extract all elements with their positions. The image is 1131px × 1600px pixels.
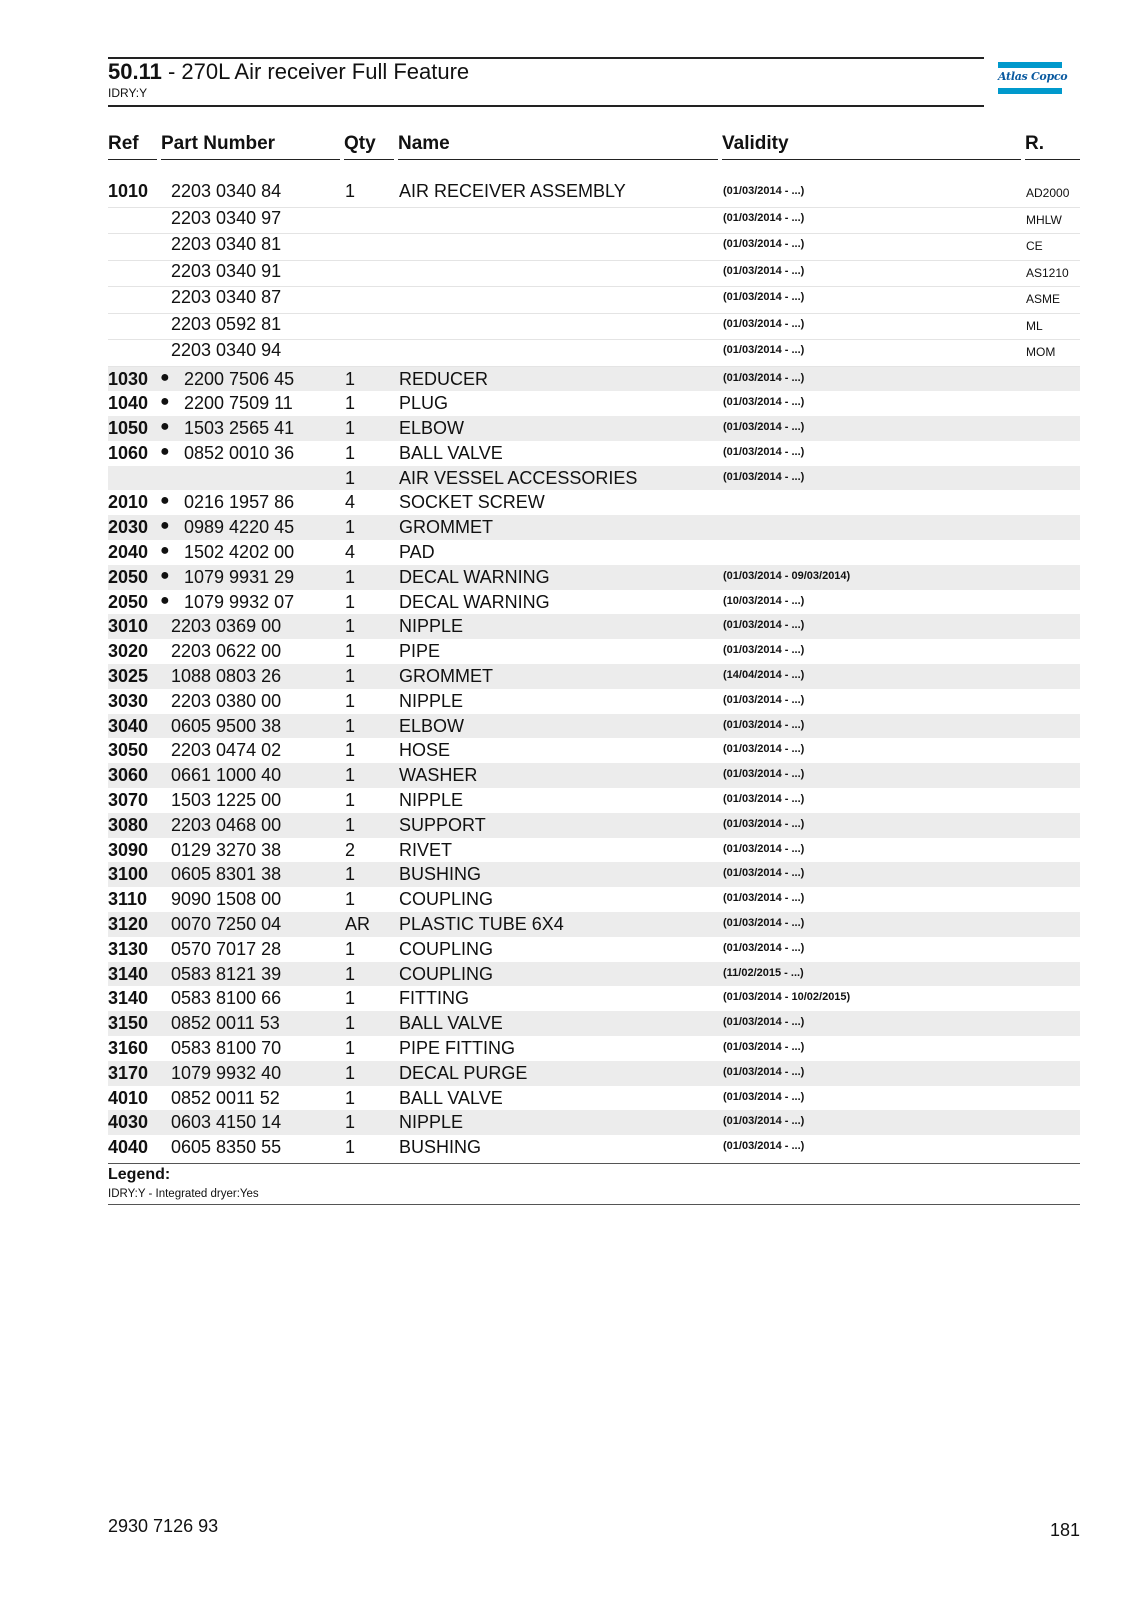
row-name: GROMMET	[399, 666, 493, 687]
row-validity: (01/03/2014 - ...)	[723, 1140, 805, 1153]
row-name: PIPE	[399, 641, 441, 662]
row-ref: 4010	[108, 1087, 149, 1108]
table-row	[108, 340, 1080, 367]
row-qty: 1	[345, 418, 356, 439]
row-qty: 1	[345, 181, 356, 201]
logo-band-bottom	[998, 88, 1062, 94]
row-ref: 3030	[108, 690, 149, 711]
row-ref: 3130	[108, 938, 149, 959]
table-row	[108, 639, 1080, 664]
table-row	[108, 391, 1080, 416]
row-name: SUPPORT	[399, 814, 486, 835]
table-row	[108, 515, 1080, 540]
row-name: GROMMET	[399, 517, 493, 538]
row-validity: (01/03/2014 - ...)	[723, 793, 805, 806]
row-qty: 1	[345, 1013, 356, 1034]
row-validity: (01/03/2014 - ...)	[723, 470, 805, 483]
table-row	[108, 962, 1080, 987]
row-r: ASME	[1026, 292, 1061, 306]
row-r: AS1210	[1026, 265, 1069, 280]
row-part-number: 0603 4150 14	[171, 1112, 282, 1133]
row-qty: 1	[345, 938, 356, 959]
row-name: BUSHING	[399, 1137, 482, 1158]
row-validity: (01/03/2014 - ...)	[723, 1115, 805, 1128]
row-name: ELBOW	[399, 715, 465, 736]
row-part-number: 0216 1957 86	[184, 492, 295, 513]
row-ref: 3020	[108, 641, 149, 662]
bullet-icon: ●	[160, 517, 170, 535]
row-validity: (01/03/2014 - 10/02/2015)	[723, 991, 851, 1004]
row-ref: 3150	[108, 1013, 149, 1034]
col-validity-header: Validity	[722, 133, 789, 154]
row-part-number: 0070 7250 04	[171, 914, 282, 935]
row-ref: 2030	[108, 517, 149, 538]
row-qty: 1	[345, 467, 356, 488]
row-ref: 4040	[108, 1137, 149, 1158]
bullet-icon: ●	[160, 542, 170, 560]
table-row	[108, 862, 1080, 887]
row-name: DECAL WARNING	[399, 566, 550, 587]
bullet-icon: ●	[160, 442, 170, 460]
row-part-number: 2203 0380 00	[171, 690, 282, 711]
row-qty: 1	[345, 1087, 356, 1108]
row-name: DECAL WARNING	[399, 591, 550, 612]
parts-table	[108, 181, 1080, 1160]
row-validity: (01/03/2014 - ...)	[723, 892, 805, 905]
row-qty: 1	[345, 393, 356, 414]
row-part-number: 0583 8121 39	[171, 963, 282, 984]
table-row	[108, 763, 1080, 788]
table-row	[108, 314, 1080, 341]
row-name: NIPPLE	[399, 690, 464, 711]
row-part-number: 0661 1000 40	[171, 765, 282, 786]
row-ref: 3010	[108, 616, 149, 637]
row-ref: 3140	[108, 963, 149, 984]
row-qty: 1	[345, 1137, 356, 1158]
row-validity: (11/02/2015 - ...)	[723, 966, 804, 979]
row-validity: (01/03/2014 - ...)	[723, 941, 805, 954]
row-name: WASHER	[399, 765, 478, 786]
row-name: FITTING	[399, 988, 469, 1009]
row-name: SOCKET SCREW	[399, 492, 545, 513]
row-part-number: 1502 4202 00	[184, 542, 295, 563]
row-validity: (01/03/2014 - ...)	[723, 291, 805, 303]
table-row	[108, 1086, 1080, 1111]
row-ref: 3040	[108, 715, 149, 736]
row-part-number: 2203 0340 87	[171, 287, 282, 307]
row-validity: (01/03/2014 - ...)	[723, 693, 805, 706]
row-qty: 1	[345, 442, 356, 463]
row-validity: (01/03/2014 - ...)	[723, 238, 805, 250]
row-part-number: 2203 0622 00	[171, 641, 282, 662]
row-part-number: 2203 0340 81	[171, 234, 282, 254]
row-ref: 3100	[108, 864, 149, 885]
row-validity: (01/03/2014 - ...)	[723, 445, 805, 458]
row-part-number: 0583 8100 70	[171, 1038, 282, 1059]
table-row	[108, 887, 1080, 912]
row-qty: 1	[345, 368, 356, 389]
row-ref: 2050	[108, 591, 149, 612]
row-qty: 1	[345, 790, 356, 811]
row-qty: 1	[345, 1062, 356, 1083]
row-validity: (01/03/2014 - ...)	[723, 644, 805, 657]
table-row	[108, 937, 1080, 962]
row-qty: 1	[345, 814, 356, 835]
row-validity: (01/03/2014 - 09/03/2014)	[723, 569, 851, 582]
table-row	[108, 565, 1080, 590]
table-row	[108, 788, 1080, 813]
table-row	[108, 466, 1080, 491]
table-row	[108, 1061, 1080, 1086]
row-name: RIVET	[399, 839, 453, 860]
row-name: ELBOW	[399, 418, 465, 439]
table-row	[108, 1110, 1080, 1135]
row-part-number: 0570 7017 28	[171, 938, 282, 959]
row-validity: (01/03/2014 - ...)	[723, 619, 805, 632]
row-qty: 1	[345, 1038, 356, 1059]
row-validity: (10/03/2014 - ...)	[723, 594, 805, 607]
bullet-icon: ●	[160, 566, 170, 584]
table-row	[108, 367, 1080, 392]
bullet-icon: ●	[160, 591, 170, 609]
document-number: 2930 7126 93	[108, 1516, 219, 1536]
bullet-icon: ●	[160, 393, 170, 411]
row-qty: 1	[345, 864, 356, 885]
table-row	[108, 590, 1080, 615]
table-row	[108, 664, 1080, 689]
table-row	[108, 1135, 1080, 1160]
table-row	[108, 287, 1080, 314]
row-name: PAD	[399, 542, 435, 563]
legend-text: IDRY:Y - Integrated dryer:Yes	[108, 1188, 259, 1200]
row-qty: 1	[345, 1112, 356, 1133]
table-row	[108, 813, 1080, 838]
row-validity: (01/03/2014 - ...)	[723, 1016, 805, 1029]
row-name: AIR VESSEL ACCESSORIES	[399, 467, 638, 488]
row-part-number: 0989 4220 45	[184, 517, 295, 538]
row-part-number: 9090 1508 00	[171, 889, 282, 910]
row-part-number: 1079 9932 07	[184, 591, 295, 612]
table-row	[108, 416, 1080, 441]
row-qty: 1	[345, 517, 356, 538]
row-name: COUPLING	[399, 938, 494, 959]
col-r-header: R.	[1025, 133, 1044, 154]
row-part-number: 2203 0468 00	[171, 814, 282, 835]
bullet-icon: ●	[160, 418, 170, 436]
row-qty: 1	[345, 740, 356, 761]
row-validity: (01/03/2014 - ...)	[723, 421, 805, 434]
table-row	[108, 912, 1080, 937]
bullet-icon: ●	[160, 492, 170, 510]
row-ref: 3060	[108, 765, 149, 786]
row-ref: 2040	[108, 542, 149, 563]
row-validity: (01/03/2014 - ...)	[723, 185, 805, 197]
row-ref: 3080	[108, 814, 149, 835]
col-part-number-header: Part Number	[161, 133, 276, 154]
row-part-number: 0129 3270 38	[171, 839, 282, 860]
row-part-number: 2203 0474 02	[171, 740, 282, 761]
section-number: 50.11	[108, 59, 162, 84]
atlas-copco-logo	[998, 62, 1068, 94]
row-qty: 1	[345, 765, 356, 786]
row-name: PLASTIC TUBE 6X4	[399, 914, 564, 935]
col-qty-header: Qty	[344, 133, 376, 154]
legend-title: Legend:	[108, 1166, 171, 1183]
row-validity: (01/03/2014 - ...)	[723, 817, 805, 830]
table-row	[108, 738, 1080, 763]
row-part-number: 0605 8350 55	[171, 1137, 282, 1158]
row-name: NIPPLE	[399, 790, 464, 811]
section-title-text: - 270L Air receiver Full Feature	[161, 59, 470, 84]
row-ref: 2010	[108, 492, 149, 513]
row-ref: 1040	[108, 393, 149, 414]
row-name: BALL VALVE	[399, 442, 503, 463]
row-qty: 1	[345, 566, 356, 587]
row-ref: 3140	[108, 988, 149, 1009]
row-qty: 4	[345, 542, 356, 563]
table-row	[108, 490, 1080, 515]
row-validity: (01/03/2014 - ...)	[723, 768, 805, 781]
row-ref: 3090	[108, 839, 149, 860]
row-qty: 2	[345, 839, 356, 860]
row-part-number: 2203 0340 91	[171, 260, 282, 281]
row-ref: 3050	[108, 740, 149, 761]
row-qty: 1	[345, 963, 356, 984]
row-name: COUPLING	[399, 889, 494, 910]
row-qty: 1	[345, 690, 356, 711]
row-ref: 1050	[108, 418, 149, 439]
row-r: CE	[1026, 239, 1043, 253]
row-part-number: 1503 2565 41	[184, 418, 295, 439]
row-part-number: 0583 8100 66	[171, 988, 282, 1009]
row-qty: 1	[345, 641, 356, 662]
row-r: MHLW	[1026, 212, 1062, 227]
table-row	[108, 181, 1080, 208]
row-qty: 4	[345, 492, 356, 513]
row-name: BALL VALVE	[399, 1087, 503, 1108]
table-row	[108, 714, 1080, 739]
section-title	[108, 59, 469, 85]
table-row	[108, 614, 1080, 639]
row-part-number: 2203 0340 84	[171, 181, 282, 201]
bullet-icon: ●	[160, 368, 170, 386]
row-qty: 1	[345, 889, 356, 910]
row-validity: (01/03/2014 - ...)	[723, 211, 805, 224]
row-part-number: 2203 0369 00	[171, 616, 282, 637]
logo-band-top	[998, 62, 1062, 68]
row-validity: (01/03/2014 - ...)	[723, 396, 805, 409]
table-header	[108, 133, 1080, 160]
row-ref: 1030	[108, 368, 149, 389]
row-qty: 1	[345, 715, 356, 736]
section-subtitle: IDRY:Y	[108, 86, 148, 100]
row-name: HOSE	[399, 740, 451, 761]
row-name: NIPPLE	[399, 616, 464, 637]
row-part-number: 0852 0011 53	[171, 1013, 280, 1034]
row-part-number: 2203 0340 97	[171, 207, 282, 228]
row-qty: 1	[345, 666, 356, 687]
table-row	[108, 689, 1080, 714]
row-ref: 2050	[108, 566, 149, 587]
row-r: MOM	[1026, 345, 1056, 359]
table-row	[108, 234, 1080, 261]
row-r: ML	[1026, 318, 1043, 333]
row-ref: 1060	[108, 442, 149, 463]
row-r: AD2000	[1026, 186, 1070, 200]
table-row	[108, 1011, 1080, 1036]
row-part-number: 0852 0011 52	[171, 1087, 280, 1108]
row-validity: (01/03/2014 - ...)	[723, 1090, 805, 1103]
row-qty: AR	[345, 914, 371, 935]
row-name: DECAL PURGE	[399, 1062, 528, 1083]
row-part-number: 2200 7506 45	[184, 368, 295, 389]
row-validity: (14/04/2014 - ...)	[723, 669, 805, 682]
row-part-number: 2203 0340 94	[171, 340, 282, 360]
row-validity: (01/03/2014 - ...)	[723, 1041, 805, 1054]
row-ref: 3160	[108, 1038, 149, 1059]
row-validity: (01/03/2014 - ...)	[723, 743, 805, 756]
table-row	[108, 986, 1080, 1011]
page-number: 181	[1050, 1520, 1081, 1540]
row-name: PLUG	[399, 393, 449, 414]
row-qty: 1	[345, 616, 356, 637]
col-name-header: Name	[398, 133, 450, 154]
row-part-number: 2200 7509 11	[184, 393, 293, 414]
row-name: COUPLING	[399, 963, 494, 984]
row-name: PIPE FITTING	[399, 1038, 516, 1059]
row-validity: (01/03/2014 - ...)	[723, 1065, 805, 1078]
row-name: BALL VALVE	[399, 1013, 503, 1034]
row-validity: (01/03/2014 - ...)	[723, 867, 805, 880]
row-ref: 4030	[108, 1112, 149, 1133]
row-validity: (01/03/2014 - ...)	[723, 842, 805, 855]
row-validity: (01/03/2014 - ...)	[723, 371, 805, 384]
row-part-number: 1079 9932 40	[171, 1062, 282, 1083]
table-row	[108, 441, 1080, 466]
col-ref-header: Ref	[108, 133, 139, 154]
row-validity: (01/03/2014 - ...)	[723, 264, 805, 277]
table-row	[108, 838, 1080, 863]
table-row	[108, 1036, 1080, 1061]
row-ref: 3120	[108, 914, 149, 935]
logo-text: Atlas Copco	[998, 70, 1068, 83]
table-row	[108, 261, 1080, 288]
row-validity: (01/03/2014 - ...)	[723, 718, 805, 731]
row-ref: 3025	[108, 666, 149, 687]
row-name: NIPPLE	[399, 1112, 464, 1133]
table-row	[108, 208, 1080, 235]
row-validity: (01/03/2014 - ...)	[723, 344, 805, 356]
row-part-number: 1503 1225 00	[171, 790, 282, 811]
row-name: REDUCER	[399, 368, 489, 389]
row-part-number: 0605 9500 38	[171, 715, 282, 736]
row-part-number: 1079 9931 29	[184, 566, 295, 587]
row-part-number: 0605 8301 38	[171, 864, 282, 885]
row-ref: 3110	[108, 889, 148, 910]
row-name: BUSHING	[399, 864, 482, 885]
page-header	[108, 57, 984, 107]
row-part-number: 0852 0010 36	[184, 442, 295, 463]
row-part-number: 2203 0592 81	[171, 313, 282, 334]
row-validity: (01/03/2014 - ...)	[723, 317, 805, 330]
row-ref: 3070	[108, 790, 149, 811]
row-qty: 1	[345, 591, 356, 612]
legend-rule	[108, 1204, 1080, 1205]
row-ref: 1010	[108, 181, 149, 201]
table-bottom-rule	[108, 1163, 1080, 1164]
row-ref: 3170	[108, 1062, 149, 1083]
row-name: AIR RECEIVER ASSEMBLY	[399, 181, 626, 201]
row-qty: 1	[345, 988, 356, 1009]
table-row	[108, 540, 1080, 565]
row-validity: (01/03/2014 - ...)	[723, 917, 805, 930]
row-part-number: 1088 0803 26	[171, 666, 282, 687]
